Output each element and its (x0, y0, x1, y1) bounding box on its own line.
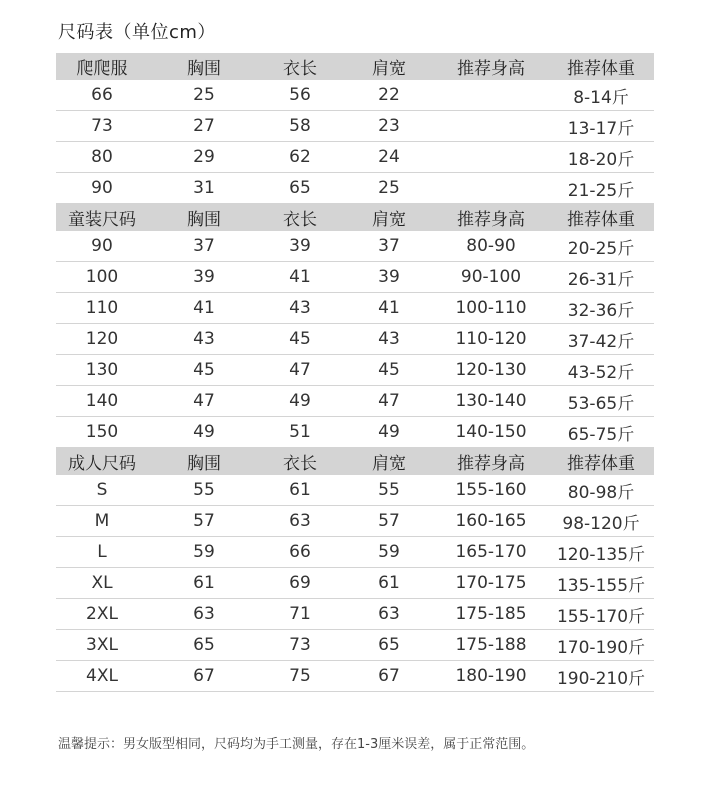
table-cell: 140 (85, 391, 119, 411)
table-cell: 41 (378, 298, 400, 318)
table-cell: 100-110 (455, 298, 527, 318)
table-row (56, 324, 654, 355)
column-header: 推荐体重 (567, 454, 635, 474)
table-row (56, 262, 654, 293)
page-title: 尺码表（单位cm） (58, 22, 216, 43)
table-row (56, 661, 654, 692)
table-cell: L (97, 542, 107, 562)
table-cell: 66 (91, 85, 113, 105)
table-cell: 120-135斤 (556, 544, 646, 565)
table-cell: 49 (193, 422, 215, 442)
table-section (56, 204, 654, 448)
table-cell: 71 (289, 604, 311, 624)
table-row (56, 475, 654, 506)
table-cell: 31 (193, 178, 215, 198)
table-cell: 49 (289, 391, 311, 411)
table-cell: 155-160 (455, 480, 527, 500)
column-header: 推荐身高 (457, 210, 525, 230)
table-cell: XL (91, 573, 113, 593)
table-header-row (56, 448, 654, 475)
table-cell: 43 (378, 329, 400, 349)
table-cell: 43 (289, 298, 311, 318)
table-row (56, 142, 654, 173)
table-cell: 130-140 (455, 391, 527, 411)
column-header: 推荐身高 (457, 454, 525, 474)
table-row (56, 537, 654, 568)
column-header: 推荐身高 (457, 59, 525, 79)
table-cell: 63 (289, 511, 311, 531)
table-cell: 65 (193, 635, 215, 655)
table-cell: 80-98斤 (567, 482, 635, 503)
table-cell: 62 (289, 147, 311, 167)
table-cell: 58 (289, 116, 311, 136)
table-row (56, 173, 654, 204)
table-section (56, 448, 654, 692)
table-cell: 63 (378, 604, 400, 624)
column-header: 胸围 (187, 59, 221, 79)
column-header: 成人尺码 (68, 454, 136, 474)
table-cell: 120 (85, 329, 119, 349)
table-cell: 8-14斤 (573, 87, 629, 108)
table-cell: 13-17斤 (567, 118, 635, 139)
table-cell: 63 (193, 604, 215, 624)
table-cell: 73 (289, 635, 311, 655)
table-cell: 25 (378, 178, 400, 198)
table-cell: 32-36斤 (567, 300, 635, 321)
table-cell: 55 (378, 480, 400, 500)
table-cell: 45 (289, 329, 311, 349)
column-header: 衣长 (283, 454, 317, 474)
table-row (56, 231, 654, 262)
table-row (56, 293, 654, 324)
table-row (56, 417, 654, 448)
table-cell: 4XL (86, 666, 118, 686)
table-cell: 73 (91, 116, 113, 136)
table-header-row (56, 53, 654, 80)
table-cell: 22 (378, 85, 400, 105)
table-cell: 61 (289, 480, 311, 500)
table-cell: 80 (91, 147, 113, 167)
table-cell: 90-100 (460, 267, 522, 287)
table-cell: 66 (289, 542, 311, 562)
table-cell: 61 (378, 573, 400, 593)
table-cell: 47 (378, 391, 400, 411)
table-row (56, 386, 654, 417)
table-cell: 56 (289, 85, 311, 105)
table-cell: 43-52斤 (567, 362, 635, 383)
table-cell: 57 (378, 511, 400, 531)
table-cell: 55 (193, 480, 215, 500)
table-cell: 23 (378, 116, 400, 136)
table-cell: 190-210斤 (556, 668, 646, 689)
table-row (56, 80, 654, 111)
table-cell: 175-188 (455, 635, 527, 655)
table-cell: 98-120斤 (562, 513, 640, 534)
table-row (56, 355, 654, 386)
table-cell: 170-190斤 (556, 637, 646, 658)
table-row (56, 599, 654, 630)
table-cell: 20-25斤 (567, 238, 635, 259)
table-cell: 53-65斤 (567, 393, 635, 414)
table-cell: 37 (378, 236, 400, 256)
table-cell: 3XL (86, 635, 118, 655)
table-cell: 67 (193, 666, 215, 686)
table-cell: 65-75斤 (567, 424, 635, 445)
table-row (56, 568, 654, 599)
table-cell: 39 (289, 236, 311, 256)
table-cell: 69 (289, 573, 311, 593)
column-header: 胸围 (187, 210, 221, 230)
column-header: 胸围 (187, 454, 221, 474)
table-cell: 47 (193, 391, 215, 411)
column-header: 衣长 (283, 210, 317, 230)
table-cell: 24 (378, 147, 400, 167)
table-cell: 165-170 (455, 542, 527, 562)
table-cell: 75 (289, 666, 311, 686)
table-cell: 21-25斤 (567, 180, 635, 201)
table-cell: 90 (91, 178, 113, 198)
table-cell: 39 (378, 267, 400, 287)
column-header: 肩宽 (372, 59, 406, 79)
column-header: 肩宽 (372, 454, 406, 474)
column-header: 衣长 (283, 59, 317, 79)
table-cell: 65 (378, 635, 400, 655)
column-header: 童装尺码 (68, 210, 136, 230)
table-cell: 130 (85, 360, 119, 380)
table-cell: 29 (193, 147, 215, 167)
table-cell: 59 (193, 542, 215, 562)
table-cell: 180-190 (455, 666, 527, 686)
table-cell: 90 (91, 236, 113, 256)
table-row (56, 506, 654, 537)
table-cell: 61 (193, 573, 215, 593)
table-cell: 37-42斤 (567, 331, 635, 352)
table-row (56, 630, 654, 661)
table-cell: 18-20斤 (567, 149, 635, 170)
table-cell: 37 (193, 236, 215, 256)
table-cell: 26-31斤 (567, 269, 635, 290)
table-cell: 120-130 (455, 360, 527, 380)
table-section (56, 53, 654, 204)
table-header-row (56, 204, 654, 231)
column-header: 推荐体重 (567, 210, 635, 230)
table-cell: 47 (289, 360, 311, 380)
table-cell: 135-155斤 (556, 575, 646, 596)
table-cell: 51 (289, 422, 311, 442)
table-cell: 45 (193, 360, 215, 380)
table-cell: 27 (193, 116, 215, 136)
table-cell: 150 (85, 422, 119, 442)
table-cell: M (94, 511, 110, 531)
footnote: 温馨提示：男女版型相同，尺码均为手工测量，存在1-3厘米误差，属于正常范围。 (58, 737, 535, 752)
table-cell: S (96, 480, 108, 500)
column-header: 推荐体重 (567, 59, 635, 79)
table-cell: 160-165 (455, 511, 527, 531)
table-cell: 67 (378, 666, 400, 686)
table-cell: 39 (193, 267, 215, 287)
column-header: 爬爬服 (76, 59, 128, 79)
table-cell: 140-150 (455, 422, 527, 442)
table-cell: 59 (378, 542, 400, 562)
table-cell: 110 (85, 298, 119, 318)
table-cell: 110-120 (455, 329, 527, 349)
table-cell: 43 (193, 329, 215, 349)
table-cell: 80-90 (466, 236, 516, 256)
table-row (56, 111, 654, 142)
table-cell: 41 (193, 298, 215, 318)
table-cell: 25 (193, 85, 215, 105)
table-cell: 45 (378, 360, 400, 380)
table-cell: 175-185 (455, 604, 527, 624)
table-cell: 65 (289, 178, 311, 198)
table-cell: 41 (289, 267, 311, 287)
size-chart-table (56, 53, 654, 692)
table-cell: 2XL (86, 604, 118, 624)
table-cell: 155-170斤 (556, 606, 646, 627)
table-cell: 100 (85, 267, 119, 287)
table-cell: 49 (378, 422, 400, 442)
table-cell: 57 (193, 511, 215, 531)
table-cell: 170-175 (455, 573, 527, 593)
column-header: 肩宽 (372, 210, 406, 230)
